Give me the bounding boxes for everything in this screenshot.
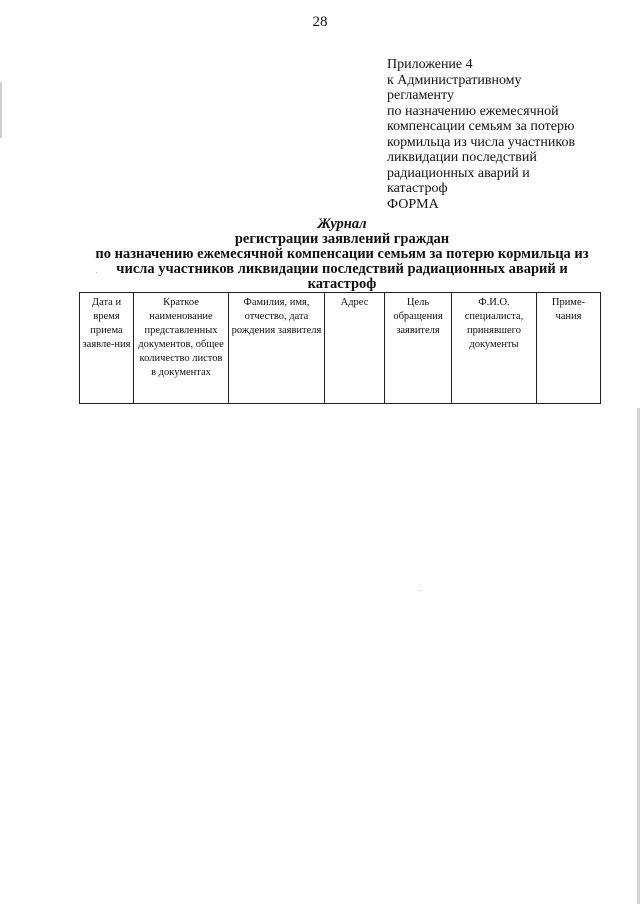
appendix-line: к Административному bbox=[387, 72, 522, 88]
form-label: ФОРМА bbox=[387, 196, 439, 212]
column-header-address: Адрес bbox=[325, 293, 385, 404]
journal-title-line: по назначению ежемесячной компенсации семьям за потерю кормильца из bbox=[95, 246, 589, 262]
column-header-specialist: Ф.И.О. специалиста, принявшего документы bbox=[452, 293, 537, 404]
journal-heading: Журнал bbox=[317, 216, 367, 232]
journal-title-line: регистрации заявлений граждан bbox=[234, 231, 450, 247]
journal-title-line: катастроф bbox=[307, 276, 377, 292]
appendix-line: радиационных аварий и bbox=[387, 165, 530, 181]
appendix-line: кормильца из числа участников bbox=[387, 134, 576, 150]
appendix-line: компенсации семьям за потерю bbox=[387, 119, 575, 134]
column-header-applicant-name: Фамилия, имя, отчество, дата рождения заявителя bbox=[229, 293, 325, 404]
column-header-date: Дата и время приема заявле-ния bbox=[80, 293, 134, 404]
appendix-line: Приложение 4 bbox=[387, 57, 473, 72]
appendix-line: регламенту bbox=[387, 88, 454, 103]
registration-table bbox=[79, 292, 601, 404]
table-header-row bbox=[80, 293, 601, 404]
appendix-line: катастроф bbox=[387, 181, 448, 196]
appendix-line: ликвидации последствий bbox=[387, 150, 537, 165]
scan-speck bbox=[96, 272, 97, 273]
column-header-purpose: Цель обращения заявителя bbox=[385, 293, 452, 404]
appendix-line: по назначению ежемесячной bbox=[387, 103, 559, 119]
journal-title-line: числа участников ликвидации последствий радиационных аварий и bbox=[116, 261, 568, 277]
scan-speck bbox=[420, 590, 421, 591]
appendix-block bbox=[387, 57, 627, 212]
page-number: 28 bbox=[312, 14, 328, 30]
scan-edge-left bbox=[0, 82, 2, 138]
column-header-documents: Краткое наименование представленных документов, общее количество листов в документах bbox=[134, 293, 229, 404]
column-header-notes: Приме-чания bbox=[537, 293, 601, 404]
journal-title bbox=[74, 217, 610, 292]
